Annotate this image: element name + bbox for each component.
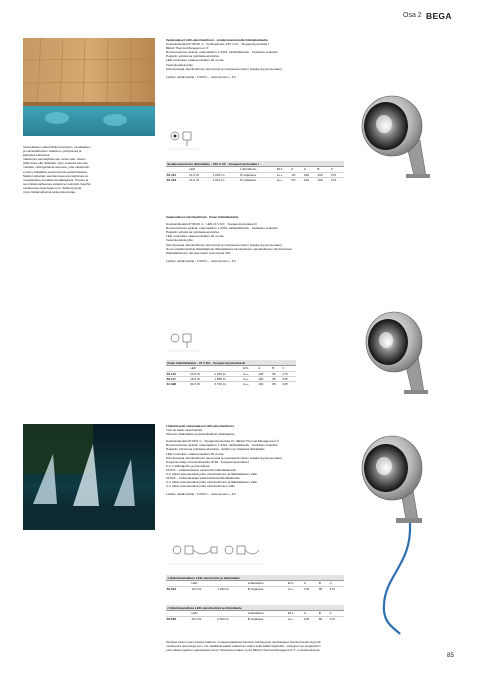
intro-line: osoitteessa www.bega.com. Sieltä löytyvät bbox=[23, 185, 82, 190]
table-cell: 170 bbox=[282, 371, 296, 376]
table-header: A bbox=[258, 366, 272, 371]
section-title: Vedenalaiset LED-valonheittimet · sisäänrakennetulla liitäntälaitteella bbox=[166, 38, 268, 42]
table-cell: 65 bbox=[272, 382, 282, 387]
table-cell: 170 bbox=[329, 586, 344, 591]
section-title: Vedenalaiset valonheittimet · Ilman liitäntälaitetta bbox=[166, 215, 239, 219]
spec-table bbox=[166, 575, 344, 591]
table-cell: B ohjattava bbox=[247, 616, 287, 621]
table-header: A bbox=[303, 167, 317, 172]
floodlight-photo bbox=[356, 84, 436, 189]
spec-line: liitäntälaitteiston tekniset tiedot ovat sivulla 222. bbox=[166, 250, 232, 255]
table-cell: B ohjattava bbox=[247, 586, 287, 591]
table-cell: 135 bbox=[303, 586, 318, 591]
table-cell: 65 bbox=[318, 616, 329, 621]
section-label: Osa 2 bbox=[403, 12, 422, 19]
product-section bbox=[166, 424, 344, 497]
table-cell: 270 bbox=[330, 172, 344, 177]
table-cell: 16,0 W bbox=[191, 586, 217, 591]
footer-line: Tekniset tiedot ovat muuttua laatinon romaassoiatiaiosa teknisen kehittyessä. Ajantasaiset tekniset tiedot löytyvät bbox=[166, 640, 321, 644]
table-cell: A++ bbox=[287, 586, 303, 591]
table-header: A bbox=[303, 581, 318, 586]
spec-line: 4 m pitkä vedenkestävä johto valonheittimen ja liitäntälaitteen välin bbox=[166, 472, 258, 477]
table-cell: 65 bbox=[318, 586, 329, 591]
table-cell: 65 bbox=[272, 371, 282, 376]
product-section bbox=[166, 38, 344, 79]
table-cell: 168 bbox=[317, 178, 331, 183]
table-header: β bbox=[291, 167, 303, 172]
footer-line: erimmäisarvojalisen ajantasaiset arvot. Nitestä kerrotaan myös BEGA Thermal Management ® -ominaisuuksista. bbox=[166, 648, 321, 653]
table-header: A bbox=[303, 611, 318, 616]
color-temp-note: Lediien värilämpötila : 3 000 K – tuotenumero + K3 bbox=[166, 492, 236, 497]
table-cell: 135 bbox=[258, 371, 272, 376]
spec-line: 69 524 – Liitäntärasiana valonheitin liitäntälaitteella bbox=[166, 467, 236, 472]
spec-line: Kotelointiluokka IP 68 20 m · LED 24 V DC · Suojaeristysluokka III bbox=[166, 222, 257, 227]
table-cell: 1 805 lm bbox=[214, 377, 243, 382]
spec-line: Ruostumatonta terästä, materiaalinro 1.4301, sähkökiillotettu · Karkaistu suikulasi bbox=[166, 226, 278, 231]
spec-line: Kiinnityssarja valonheittimen asennusta ja suuntausta varten (vaaka-/pystysuuntaan) bbox=[166, 66, 282, 71]
intro-line: julkisissa kohteissa. bbox=[23, 153, 51, 158]
product-code: 64 398 bbox=[166, 382, 189, 387]
spec-line: Vedenkestävä johto bbox=[166, 62, 194, 67]
intro-line: suunnitteluvaiheessa valaisimen teknisiin tietoihin bbox=[23, 181, 91, 186]
table-caption: Ilman liitäntälaitetta · 24 V DC · Suojaeristysluokka III bbox=[166, 360, 296, 366]
product-code: 69 526 bbox=[166, 616, 191, 621]
table-header: ETL bbox=[287, 611, 303, 616]
table-cell: 3 740 lm bbox=[214, 382, 243, 387]
table-header: C bbox=[330, 167, 344, 172]
table-header: B bbox=[318, 581, 329, 586]
table-cell: 65 bbox=[272, 377, 282, 382]
spec-line: BEGA Thermal Management ® bbox=[166, 46, 209, 51]
table-header: ETL bbox=[287, 581, 303, 586]
spec-line: LED-moduulien vaatevuustakuu 20 vuotta bbox=[166, 234, 224, 239]
table-row bbox=[166, 178, 344, 183]
product-section bbox=[166, 215, 344, 263]
table-header: Liitäntäteho bbox=[247, 611, 287, 616]
intro-line: noudatettava turvallisuusmääräyksiä. Tutustu ja bbox=[23, 177, 89, 182]
spec-table bbox=[166, 360, 296, 387]
product-code: 69 117 bbox=[166, 377, 189, 382]
product-code: 69 115 bbox=[166, 371, 189, 376]
spec-line: Kiinnityssarja valonheittimen asennusta ja suuntausta varten (vaaka-/pystysuuntaan) bbox=[166, 455, 282, 460]
spec-table bbox=[166, 161, 344, 182]
table-header: LED bbox=[191, 611, 217, 616]
table-header: B bbox=[318, 611, 329, 616]
spec-line: Vedenkestävä johto bbox=[166, 238, 194, 243]
table-cell: 1 250 lm bbox=[217, 586, 248, 591]
intro-line: Valaisimia saa käyttää vain veden alla. Veden bbox=[23, 157, 86, 162]
table-cell: 18,5 W bbox=[189, 377, 213, 382]
table-header: Liitäntäteho bbox=[247, 581, 287, 586]
table-cell: A++ bbox=[287, 616, 303, 621]
table-row bbox=[166, 382, 296, 387]
spec-line: Heijastin erikoisrua puhdasta alumiinia · Erillinen ja ohjattava liitäntälaite bbox=[166, 447, 265, 452]
dimension-drawing-icon bbox=[167, 128, 203, 159]
intro-line: pitää tulee olla riittävästi, ettei vedessä saa olla bbox=[23, 161, 88, 166]
page-number: 85 bbox=[447, 652, 454, 659]
spec-line: Ruostumatonta terästä, materiaalinro 1.4301, sähkökiillotettu · Karkaistu suikulasi bbox=[166, 50, 278, 55]
spec-line: 4 m pitkä vedenkestävä johto valonheittimen ja liitäntälaitteen välin bbox=[166, 480, 258, 485]
spec-line: Ulkoinen liitäntälaite ja pistotulpallinen liitäntäjohto bbox=[166, 432, 235, 437]
table-cell: 135 bbox=[303, 616, 318, 621]
spec-line: LED-moduulien vaatevuustakuu 20 vuotta bbox=[166, 58, 224, 63]
table-row bbox=[166, 616, 344, 621]
table-cell: 160 bbox=[258, 382, 272, 387]
table-caption: Sisäänrakennettu liitäntälaite · 230 V AC · Suojaeristysluokka I bbox=[166, 161, 344, 167]
night-fountain-photo bbox=[23, 424, 155, 530]
spec-line: Suojamuuntaja: Kotelointiluokka IP 68 · Suojaeristysluokka II bbox=[166, 459, 250, 464]
table-cell: A++ bbox=[242, 371, 257, 376]
intro-line: Näiden laitteiden asentamisessa ja käytössä on bbox=[23, 173, 89, 178]
spec-line: LED-moduulien vaatevuustakuu 20 vuotta bbox=[166, 451, 224, 456]
brand-logo: BEGA bbox=[426, 11, 452, 21]
table-header: ETL bbox=[242, 366, 257, 371]
intro-line: Vedenalaiset valonheittimet lampien, vesialtaiden bbox=[23, 145, 91, 149]
spec-line: Heijastin erikoisrua puhdasta alumiinia bbox=[166, 54, 219, 59]
table-cell: 1 250 lm bbox=[214, 371, 243, 376]
table-header: LED bbox=[189, 167, 212, 172]
table-cell: 220 bbox=[303, 172, 317, 177]
table-cell: 168 bbox=[317, 172, 331, 177]
table-cell: 2 015 lm bbox=[212, 178, 240, 183]
footer-line: osoitteesta www.bega.com. Ne sisältävät kaikki valaisimen tiedot sekä kaikki käyttötila - valoyjmen ja projektiohin bbox=[166, 644, 321, 649]
table-cell: 235 bbox=[282, 382, 296, 387]
spec-line: Ruostumatonta terästä, materiaalinro 1.4301, sähkökiillotettu · Karkaistu suikulasi bbox=[166, 443, 278, 448]
spec-line: 69 526 – 2 liitäntärasiaa valonheittimiä liitäntälaitteella bbox=[166, 476, 240, 481]
table-cell: 62,0 W bbox=[189, 382, 213, 387]
color-temp-note: Lediien värilämpötila : 3 000 K – tuotenumero + K3 bbox=[166, 74, 236, 79]
table-row bbox=[166, 586, 344, 591]
table-cell: 160 bbox=[258, 377, 272, 382]
spec-line: 2 m pitkä vedenkestävä johto valonheittimien välin bbox=[166, 484, 235, 489]
table-header: B bbox=[272, 366, 282, 371]
table-caption: 1 liitäntärasiallinen LED-valonheitin ja liitäntälaite bbox=[166, 575, 344, 581]
table-row bbox=[166, 172, 344, 177]
table-cell: 1 895 lm bbox=[212, 172, 240, 177]
table-cell: 21,0 W bbox=[189, 172, 212, 177]
table-cell: A++ bbox=[242, 382, 257, 387]
color-temp-note: Lediien värilämpötila : 3 000 K – tuotenumero + K3 bbox=[166, 258, 236, 263]
spec-line: 2 m:n liitäntäjohto ja pistotulppa bbox=[166, 463, 210, 468]
table-header: LED bbox=[189, 366, 213, 371]
footer-note bbox=[166, 640, 432, 652]
table-cell: B ohjattava bbox=[240, 178, 277, 183]
spec-line: Kiinnityssarja valonheittimen asennusta ja suuntausta varten (vaaka-/pystysuuntaan) bbox=[166, 242, 282, 247]
intro-line: myös lisätarvikkeista tarkempia tietoja. bbox=[23, 190, 76, 195]
section-title: Liitäntärasiat vedenalaiset LED-valonheittimet bbox=[166, 424, 234, 428]
table-cell: 21,0 W bbox=[189, 178, 212, 183]
product-code: 69 524 bbox=[166, 586, 191, 591]
intro-line: ei kerry haitallisia saostumia tai epäpuhtauksia. bbox=[23, 169, 88, 174]
spec-table bbox=[166, 605, 344, 621]
spec-line: Yksi tai kaksi valonheitintä bbox=[166, 428, 203, 433]
table-header: C bbox=[329, 611, 344, 616]
table-cell: 235 bbox=[282, 377, 296, 382]
table-cell: 220 bbox=[303, 178, 317, 183]
intro-line: ja suihkulähteiden valaisuun yksityisissä ja bbox=[23, 149, 82, 154]
deck-photo bbox=[23, 38, 155, 136]
dimension-drawing-icon bbox=[167, 540, 267, 573]
spec-line: Heijastin erikoisrua puhdasta alumiinia bbox=[166, 230, 219, 235]
table-cell: 16° bbox=[291, 172, 303, 177]
table-cell: 2 500 lm bbox=[217, 616, 248, 621]
table-cell: A++ bbox=[242, 377, 257, 382]
dimension-drawing-icon bbox=[167, 330, 203, 361]
table-cell: A++ bbox=[276, 172, 291, 177]
product-code: 69 443 bbox=[166, 178, 189, 183]
table-cell: A++ bbox=[276, 178, 291, 183]
table-cell: 270 bbox=[330, 178, 344, 183]
floodlight-photo bbox=[360, 300, 436, 405]
spec-line: Ilman edellämainittua liitäntälaitetta liitäntälaitetta toimitettavien valonheittimen tarvitseminen bbox=[166, 246, 293, 251]
table-cell: B ohjattava bbox=[240, 172, 277, 177]
table-cell: 40,0 W bbox=[191, 616, 217, 621]
table-cell: 13,8 W bbox=[189, 371, 213, 376]
intro-text bbox=[23, 145, 103, 194]
table-cell: 170 bbox=[329, 616, 344, 621]
product-code: 69 415 bbox=[166, 172, 189, 177]
floodlight-photo bbox=[356, 424, 436, 641]
spec-line: Kotelointiluokka IP 68 20 m · Verkkojännite 230 V AC · Suojaeristysluokka I bbox=[166, 42, 269, 47]
table-header: ETL bbox=[276, 167, 291, 172]
table-header: LED bbox=[191, 581, 217, 586]
table-header: C bbox=[282, 366, 296, 371]
table-cell: 54° bbox=[291, 178, 303, 183]
table-caption: 2 liitäntärasiallista LED-valonheitintä ja liitäntälaite bbox=[166, 605, 344, 611]
intro-line: metallia, vahingoittavia aineosia, jotta valaisimiin bbox=[23, 165, 90, 170]
table-header: C bbox=[329, 581, 344, 586]
spec-line: Kotelointiluokka IP 68 5 m · Suojaeristysluokka III · BEGA Thermal Management ® bbox=[166, 439, 280, 444]
table-header: Liitäntäteho bbox=[240, 167, 277, 172]
table-header: B bbox=[317, 167, 331, 172]
